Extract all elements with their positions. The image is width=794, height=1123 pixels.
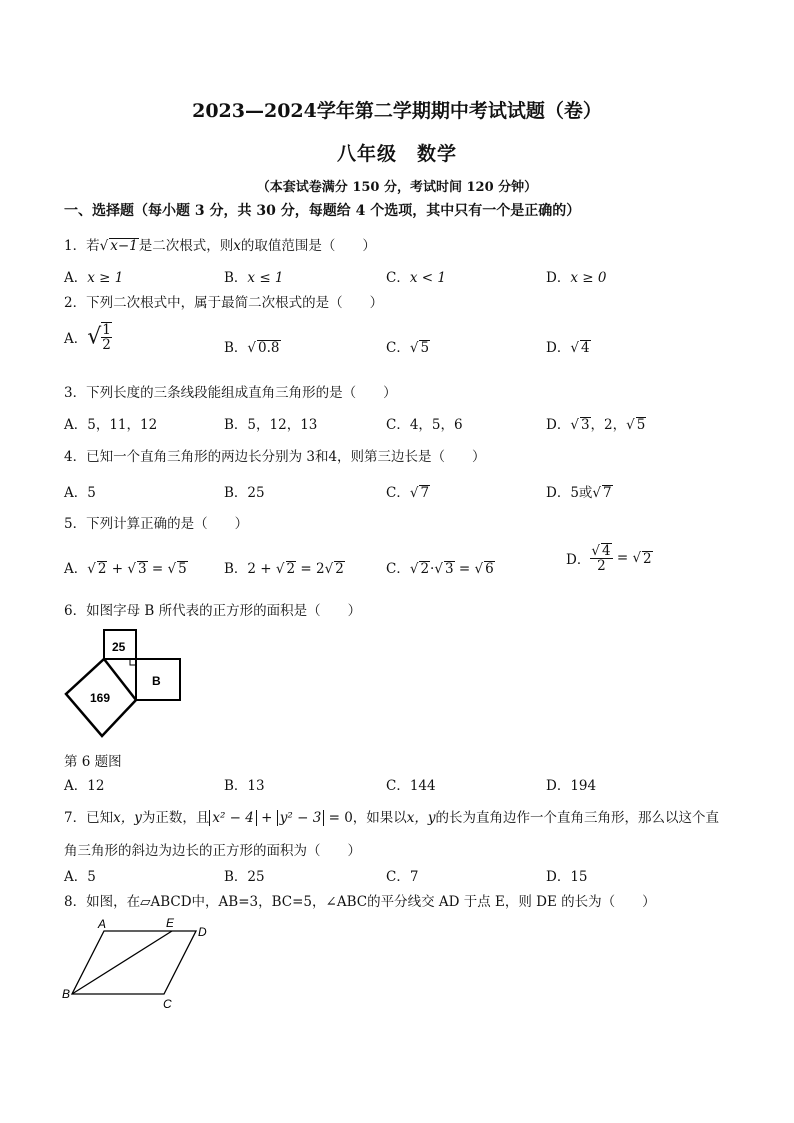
q3-option-a[interactable]: A．5，11，12 bbox=[64, 417, 158, 433]
exam-title: 2023—2024学年第二学期期中考试试题（卷） bbox=[192, 100, 602, 122]
question-2: 2．下列二次根式中，属于最简二次根式的是（ ） bbox=[64, 295, 384, 311]
q3-option-b[interactable]: B．5，12，13 bbox=[224, 417, 318, 433]
question-8: 8．如图，在▱ABCD中，AB=3，BC=5，∠ABC的平分线交 AD 于点 E，则 DE 的长为（ ） bbox=[64, 894, 656, 910]
q1-option-d[interactable]: D．x ≥ 0 bbox=[546, 270, 607, 286]
q6-option-a[interactable]: A．12 bbox=[64, 778, 105, 794]
label-b: B bbox=[62, 987, 71, 1001]
q6-option-b[interactable]: B．13 bbox=[224, 778, 265, 794]
exam-note: （本套试卷满分 150 分，考试时间 120 分钟） bbox=[256, 180, 538, 195]
question-1: 1．若√ x−1是二次根式，则x的取值范围是（ ） bbox=[64, 238, 376, 254]
q2-option-a[interactable]: A．√ $\frac{1}{2}$ bbox=[64, 322, 111, 353]
q5-option-b[interactable]: B．2 + √ 2 = 2√ 2 bbox=[224, 561, 344, 577]
q6-option-d[interactable]: D．194 bbox=[546, 778, 597, 794]
q3-option-c[interactable]: C．4，5，6 bbox=[386, 417, 463, 433]
parallelogram-figure bbox=[60, 914, 220, 1014]
q7-option-a[interactable]: A．5 bbox=[64, 869, 96, 885]
q7-option-b[interactable]: B．25 bbox=[224, 869, 265, 885]
question-7-line-2: 角三角形的斜边为边长的正方形的面积为（ ） bbox=[64, 843, 361, 859]
exam-subtitle: 八年级 数学 bbox=[336, 143, 457, 165]
squares-figure bbox=[60, 624, 186, 742]
q1-option-a[interactable]: A．x ≥ 1 bbox=[64, 270, 124, 286]
label-e: E bbox=[166, 916, 175, 930]
q5-option-a[interactable]: A．√ 2 + √ 3 = √ 5 bbox=[64, 561, 187, 577]
q4-option-b[interactable]: B．25 bbox=[224, 485, 265, 501]
q2-option-d[interactable]: D．√ 4 bbox=[546, 340, 590, 356]
q1-option-b[interactable]: B．x ≤ 1 bbox=[224, 270, 284, 286]
question-5: 5．下列计算正确的是（ ） bbox=[64, 516, 249, 532]
figure-caption: 第 6 题图 bbox=[64, 754, 122, 770]
bisector-be bbox=[72, 931, 172, 994]
q2-option-c[interactable]: C．√ 5 bbox=[386, 340, 430, 356]
label-a: A bbox=[98, 917, 107, 931]
parallelogram-abcd bbox=[72, 931, 196, 994]
q1-option-c[interactable]: C．x < 1 bbox=[386, 270, 446, 286]
question-7-line-1: 7．已知x，y为正数，且 x² − 4 + y² − 3 = 0，如果以x，y的长为直角边作一个直角三角形，那么以这个直 bbox=[64, 810, 720, 826]
label-d: D bbox=[198, 925, 207, 939]
question-6: 6．如图字母 B 所代表的正方形的面积是（ ） bbox=[64, 603, 362, 619]
question-4: 4．已知一个直角三角形的两边长分别为 3和4，则第三边长是（ ） bbox=[64, 449, 486, 465]
q7-option-d[interactable]: D．15 bbox=[546, 869, 588, 885]
q3-option-d[interactable]: D．√ 3，2，√ 5 bbox=[546, 417, 646, 433]
section-heading: 一、选择题（每小题 3 分，共 30 分，每题给 4 个选项，其中只有一个是正确的） bbox=[64, 203, 581, 219]
q4-option-c[interactable]: C．√ 7 bbox=[386, 485, 430, 501]
q7-option-c[interactable]: C．7 bbox=[386, 869, 419, 885]
q6-option-c[interactable]: C．144 bbox=[386, 778, 436, 794]
label-c: C bbox=[163, 997, 172, 1011]
question-3: 3．下列长度的三条线段能组成直角三角形的是（ ） bbox=[64, 385, 397, 401]
q4-option-a[interactable]: A．5 bbox=[64, 485, 96, 501]
label-25: 25 bbox=[112, 640, 126, 654]
radical: x−1 bbox=[110, 238, 138, 254]
label-b: B bbox=[152, 674, 161, 688]
q2-option-b[interactable]: B．√ 0.8 bbox=[224, 340, 280, 356]
q5-option-d[interactable]: D． $\frac{√ 4}{2}$ = √ 2 bbox=[566, 543, 652, 574]
label-169: 169 bbox=[90, 691, 111, 705]
q5-option-c[interactable]: C．√ 2·√ 3 = √ 6 bbox=[386, 561, 494, 577]
q4-option-d[interactable]: D．5或√ 7 bbox=[546, 485, 612, 501]
